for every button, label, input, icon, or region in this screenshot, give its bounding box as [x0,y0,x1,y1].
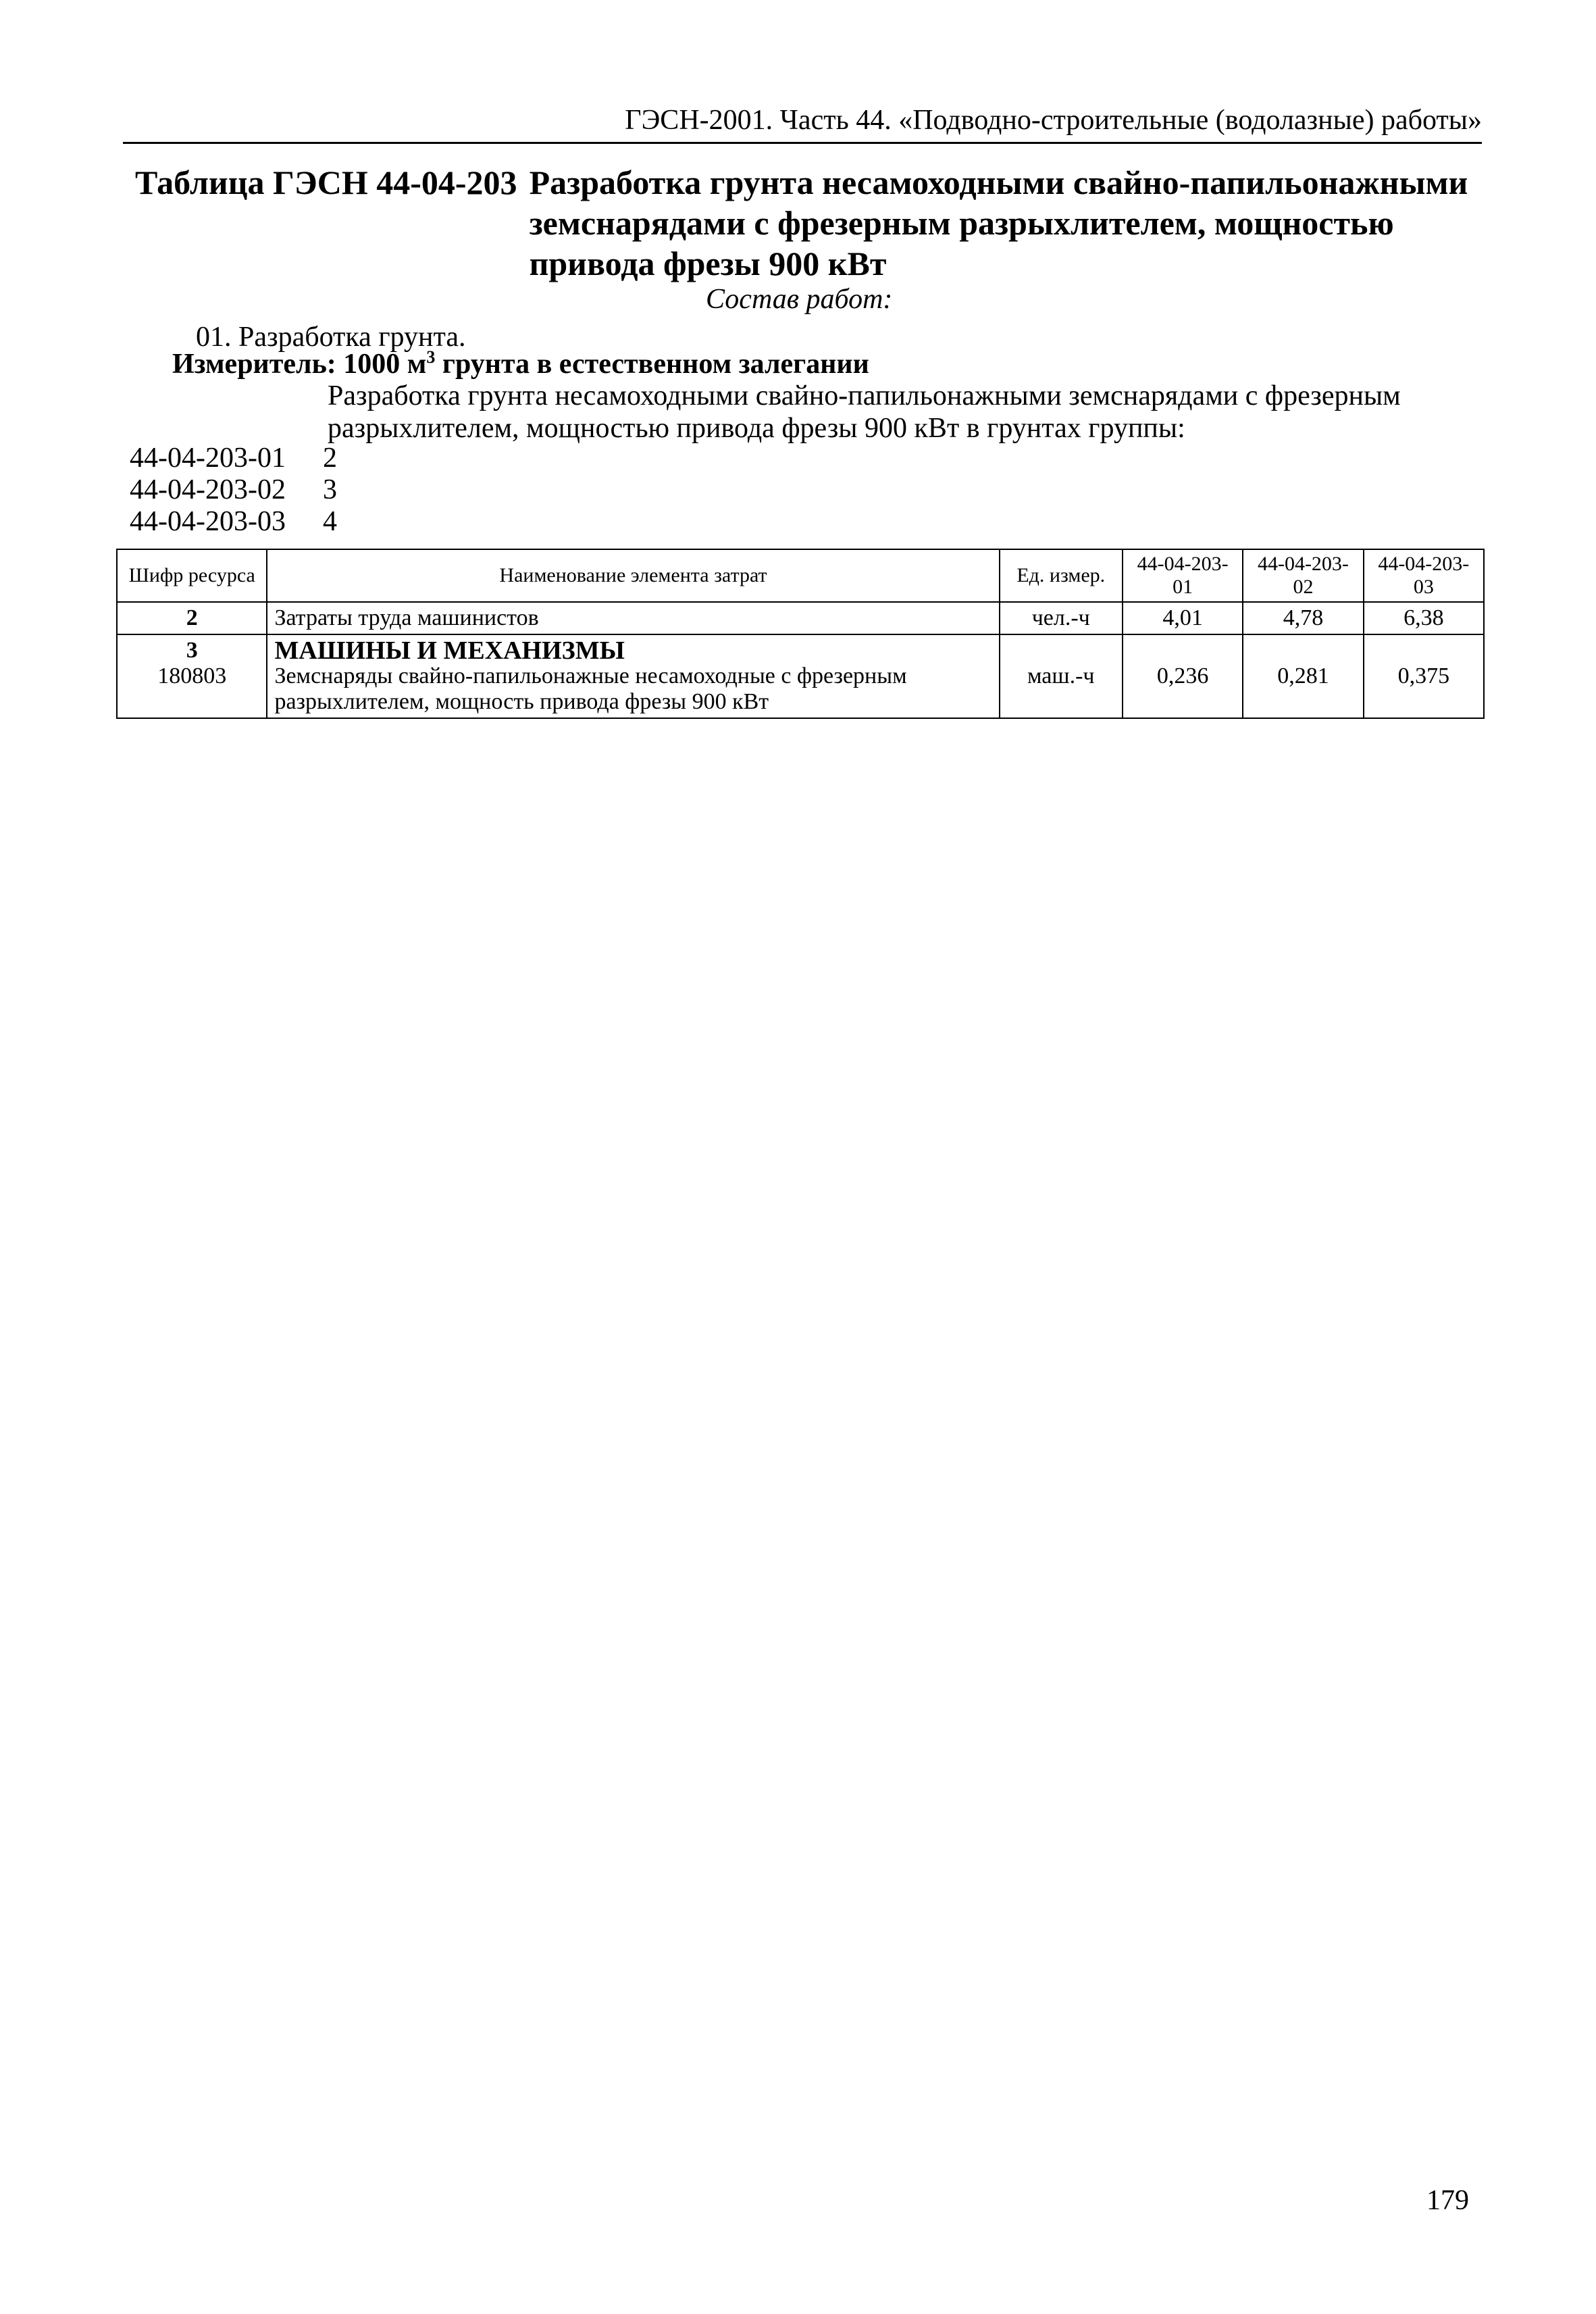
cell-unit: чел.-ч [1000,602,1123,634]
resource-name: Земснаряды свайно-папильонажные несамоходные с фрезерным разрыхлителем, мощность привода фрезы 900 кВт [274,663,907,714]
cell-value [1243,634,1363,718]
cell-name [267,634,999,718]
header-col1: 44-04-203-01 [1123,549,1243,602]
section-label: МАШИНЫ И МЕХАНИЗМЫ [274,636,625,665]
cell-code: 2 [117,602,267,634]
table-title-text: Разработка грунта несамоходными свайно-папильонажными земснарядами с фрезерным разрыхлителем, мощностью привода фрезы 900 кВт [529,164,1468,282]
code-row [130,474,337,506]
table-title-prefix: Таблица ГЭСН 44-04-203 [135,164,517,201]
code-id: 44-04-203-01 [130,443,286,474]
code-group: 4 [323,506,337,537]
measure-line [172,347,869,381]
section-code: 3 [186,638,198,663]
cell-code [117,634,267,718]
page-number: 179 [1426,2185,1469,2216]
running-header: ГЭСН-2001. Часть 44. «Подводно-строительные (водолазные) работы» [123,101,1482,144]
table-row [117,602,1484,634]
resource-unit: маш.-ч [1027,663,1095,688]
resource-value: 0,236 [1156,663,1209,688]
code-row [130,506,337,538]
measure-value: 1000 $м^3$ грунта в естественном залегании [343,347,869,380]
code-id: 44-04-203-03 [130,506,286,537]
code-list [130,443,337,538]
cell-value: 4,78 [1243,602,1363,634]
header-unit: Ед. измер. [1000,549,1123,602]
header-code: Шифр ресурса [117,549,267,602]
resource-value: 0,281 [1277,663,1329,688]
measure-superscript: 3 [426,347,436,367]
code-row [130,443,337,474]
norms-table [116,549,1485,719]
work-item: 01. Разработка грунта. [196,322,466,353]
measure-label: Измеритель: [172,349,336,380]
table-title [135,162,1486,284]
header-name: Наименование элемента затрат [267,549,999,602]
description: Разработка грунта несамоходными свайно-папильонажными земснарядами с фрезерным разрыхлителем, мощностью привода фрезы 900 кВт в грунтах группы: [328,380,1401,444]
resource-code: 180803 [157,663,227,688]
table-row [117,634,1484,718]
code-group: 2 [323,443,337,474]
resource-value: 0,375 [1397,663,1450,688]
cell-value: 4,01 [1123,602,1243,634]
cell-value [1364,634,1484,718]
cell-value: 6,38 [1364,602,1484,634]
header-col3: 44-04-203-03 [1364,549,1484,602]
cell-name: Затраты труда машинистов [267,602,999,634]
code-group: 3 [323,474,337,505]
code-id: 44-04-203-02 [130,474,286,505]
composition-heading: Состав работ: [706,284,893,315]
header-col2: 44-04-203-02 [1243,549,1363,602]
cell-unit [1000,634,1123,718]
table-header-row [117,549,1484,602]
cell-value [1123,634,1243,718]
